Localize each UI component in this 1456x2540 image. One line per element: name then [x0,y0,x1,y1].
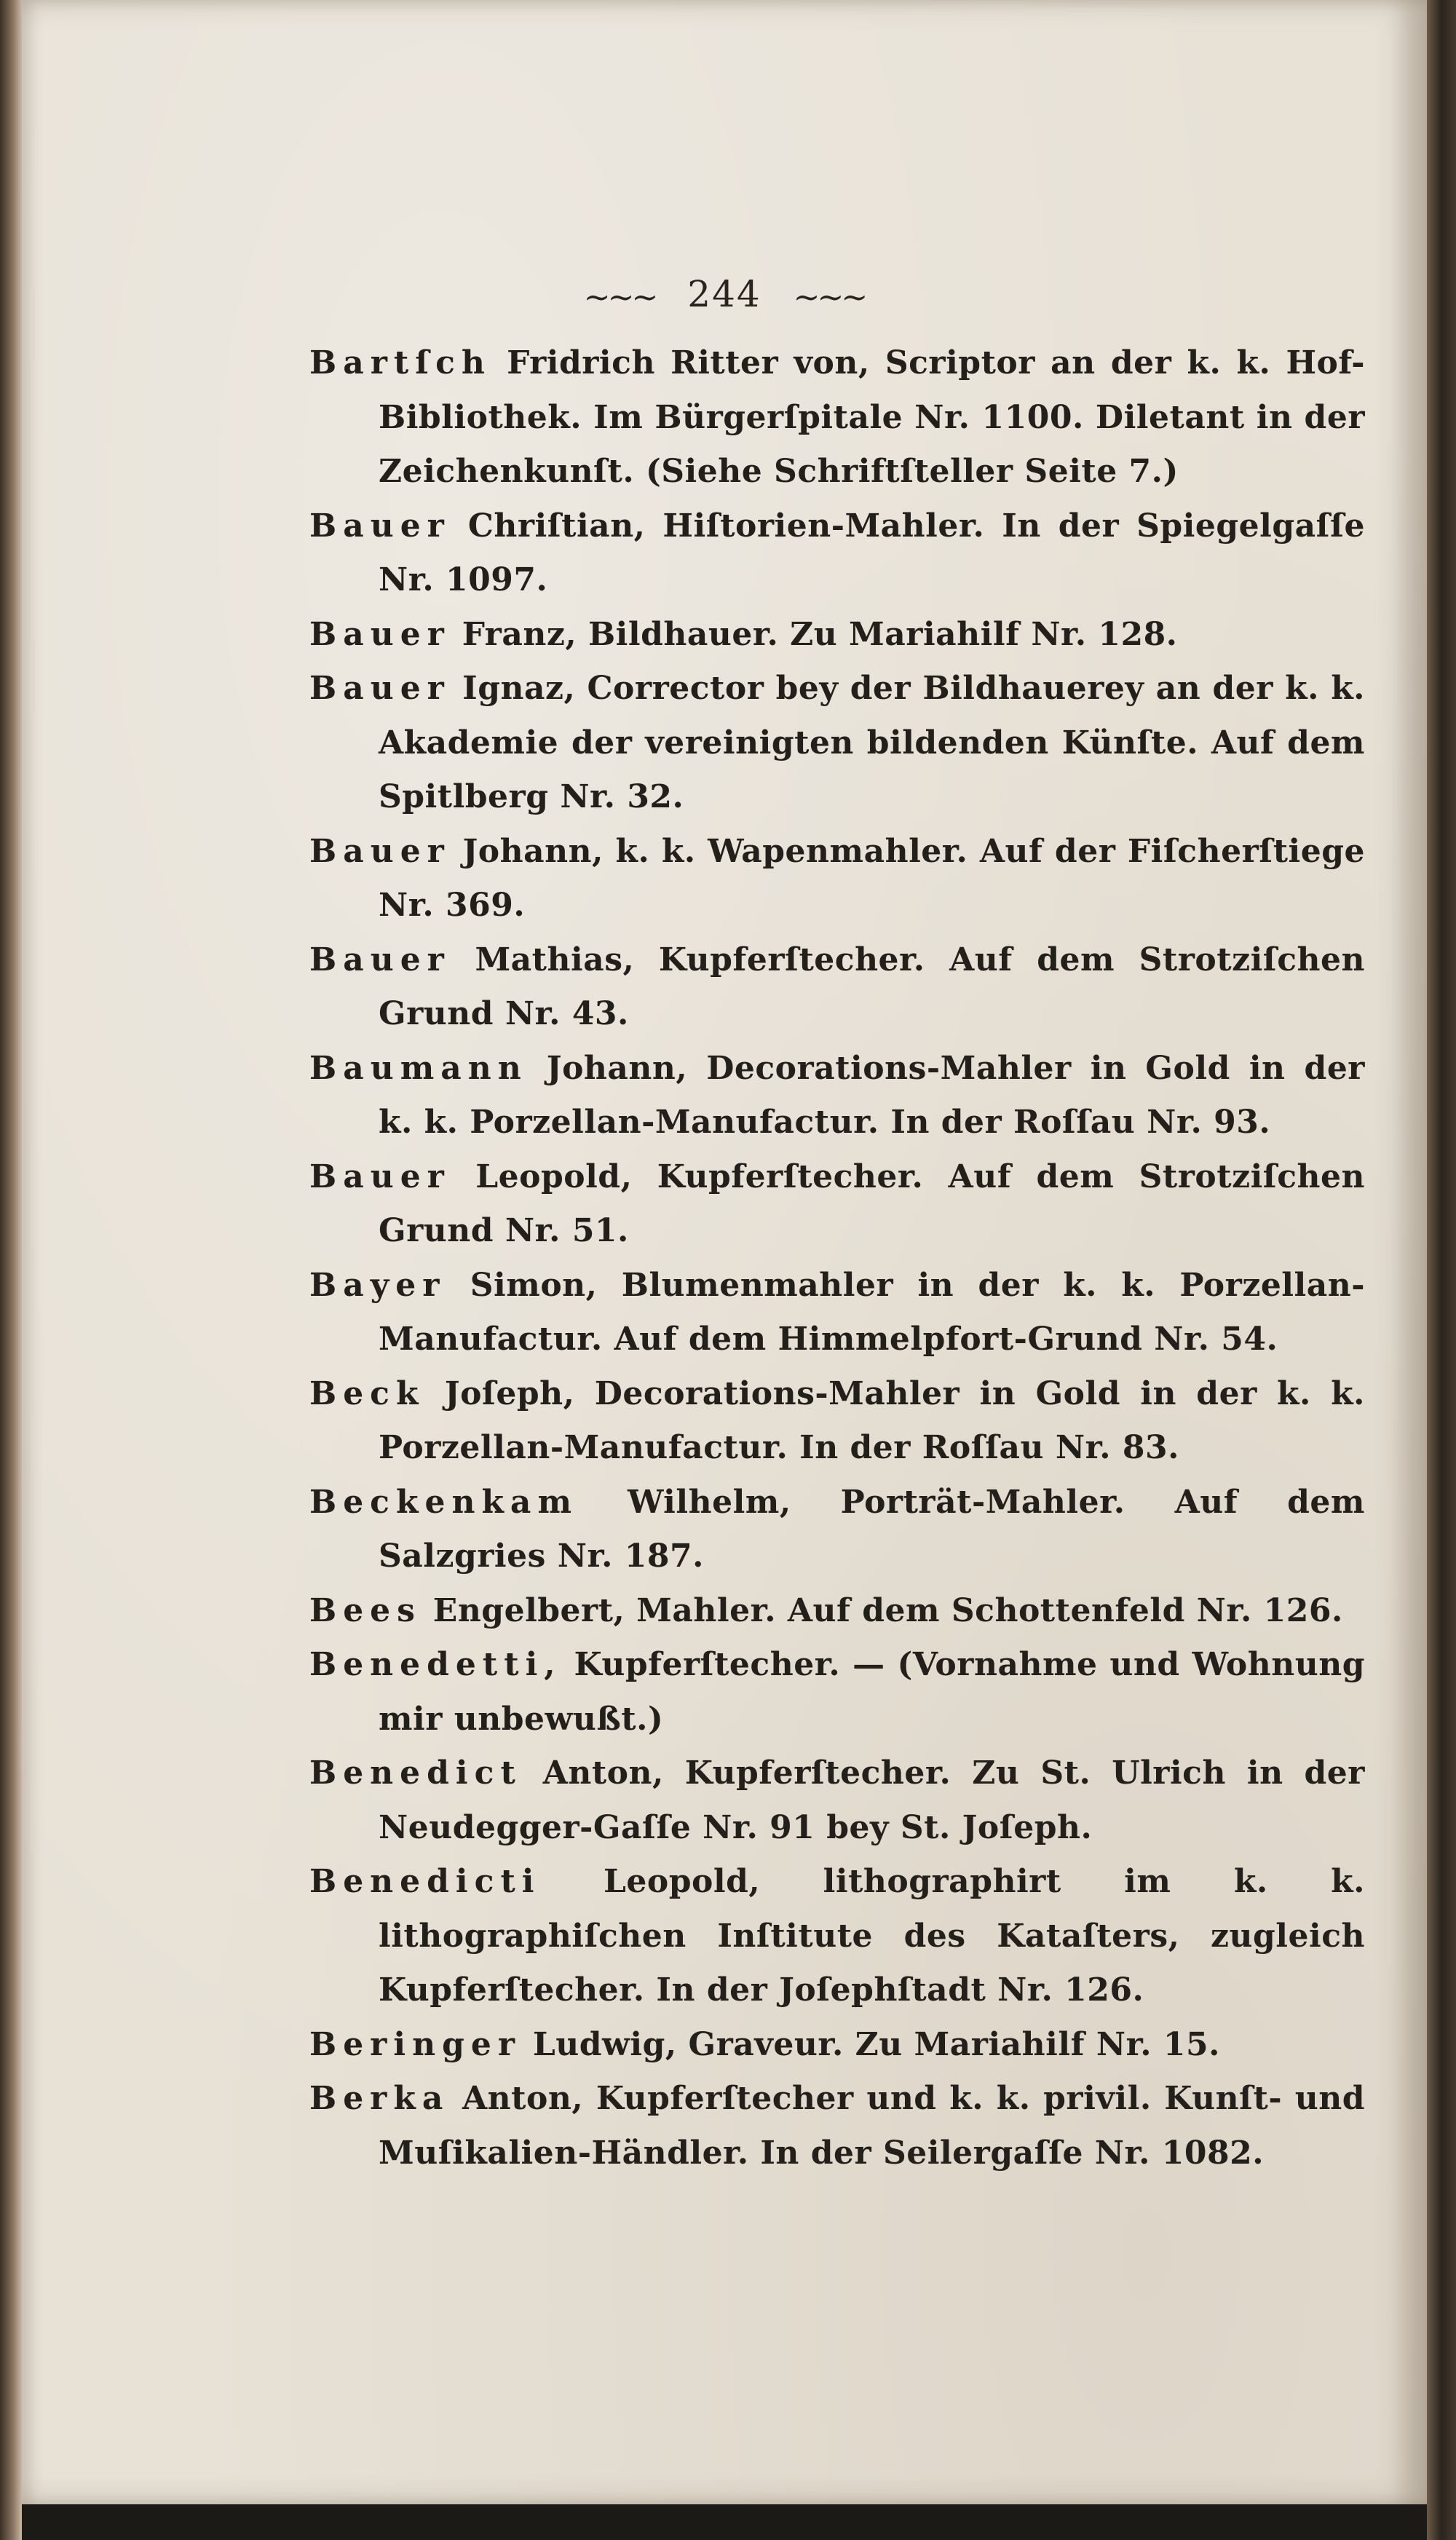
entry-surname: Bauer [309,941,451,978]
directory-entry [309,1584,1365,1639]
entry-surname: Bauer [309,615,451,653]
entry-text: Leopold, lithographirt im k. k. lithographiſchen Inſtitute des Kataſters, zugleich Kupferſtecher. In der Joſephſtadt Nr. 126. [379,1863,1365,2009]
entry-text: Engelbert, Mahler. Auf dem Schottenfeld Nr. 126. [432,1591,1343,1629]
entry-surname: Beringer [309,2025,522,2063]
entry-surname: Baumann [309,1049,528,1087]
directory-entry [309,662,1365,825]
entry-text: Wilhelm, Porträt-Mahler. Auf dem Salzgries Nr. 187. [379,1483,1365,1575]
entry-text: Mathias, Kupferſtecher. Auf dem Strotziſchen Grund Nr. 43. [379,941,1365,1032]
directory-entry [309,608,1365,662]
entry-text: Fridrich Ritter von, Scriptor an der k. k. Hof-Bibliothek. Im Bürgerſpitale Nr. 1100. Diletant in der Zeichenkunſt. (Siehe Schriftſteller Seite 7.) [379,344,1365,490]
entry-text: Leopold, Kupferſtecher. Auf dem Strotziſchen Grund Nr. 51. [379,1158,1365,1249]
entry-surname: Bees [309,1591,422,1629]
page-number: 244 [687,273,761,315]
entry-surname: Beckenkam [309,1483,578,1521]
entry-text: Simon, Blumenmahler in der k. k. Porzellan-Manufactur. Auf dem Himmelpfort-Grund Nr. 54. [379,1266,1366,1358]
entry-text: Johann, k. k. Wapenmahler. Auf der Fiſcherſtiege Nr. 369. [379,832,1365,924]
entry-surname: Bartſch [309,344,491,381]
entry-surname: Bauer [309,1158,451,1195]
directory-entry [309,1367,1365,1476]
book-page [22,0,1427,2504]
directory-entry [309,2018,1365,2073]
entry-text: Anton, Kupferſtecher und k. k. privil. Kunſt- und Muſikalien-Händler. In der Seilergaſſe Nr. 1082. [379,2080,1365,2172]
ornament-right: ~~~ [793,278,866,316]
entry-text: Anton, Kupferſtecher. Zu St. Ulrich in der Neudegger-Gaſſe Nr. 91 bey St. Joſeph. [379,1754,1365,1846]
directory-entry [309,2072,1365,2180]
entry-surname: Benedict [309,1754,522,1792]
entry-text: Kupferſtecher. — (Vornahme und Wohnung mir unbewußt.) [379,1646,1365,1738]
directory-entry [309,933,1365,1042]
entry-surname: Bauer [309,670,451,707]
entry-text: Joſeph, Decorations-Mahler in Gold in der k. k. Porzellan-Manufactur. In der Roſſau Nr. 83. [379,1374,1365,1466]
entry-surname: Benedetti, [309,1646,562,1683]
directory-entries [309,336,1365,2180]
directory-entry [309,336,1365,499]
entry-text: Chriſtian, Hiſtorien-Mahler. In der Spiegelgaſſe Nr. 1097. [379,507,1365,598]
directory-entry [309,1746,1365,1855]
page-header [22,273,1427,316]
directory-entry [309,1638,1365,1746]
entry-text: Franz, Bildhauer. Zu Mariahilf Nr. 128. [462,615,1178,653]
entry-surname: Bauer [309,832,451,870]
book-binding-right-edge [1427,0,1456,2540]
entry-surname: Bayer [309,1266,446,1304]
entry-text: Johann, Decorations-Mahler in Gold in der k. k. Porzellan-Manufactur. In der Roſſau Nr. 93. [379,1049,1365,1141]
directory-entry [309,1259,1365,1367]
entry-surname: Berka [309,2080,450,2117]
directory-entry [309,1476,1365,1584]
entry-text: Ignaz, Corrector bey der Bildhauerey an der k. k. Akademie der vereinigten bildenden Künſte. Auf dem Spitlberg Nr. 32. [379,670,1365,815]
book-binding-left-edge [0,0,22,2540]
directory-entry [309,499,1365,608]
directory-entry [309,825,1365,933]
ornament-left: ~~~ [583,278,656,316]
entry-text: Ludwig, Graveur. Zu Mariahilf Nr. 15. [532,2025,1220,2063]
directory-entry [309,1150,1365,1259]
entry-surname: Beck [309,1374,425,1412]
entry-surname: Benedicti [309,1863,541,1900]
directory-entry [309,1042,1365,1150]
directory-entry [309,1855,1365,2018]
entry-surname: Bauer [309,507,451,545]
